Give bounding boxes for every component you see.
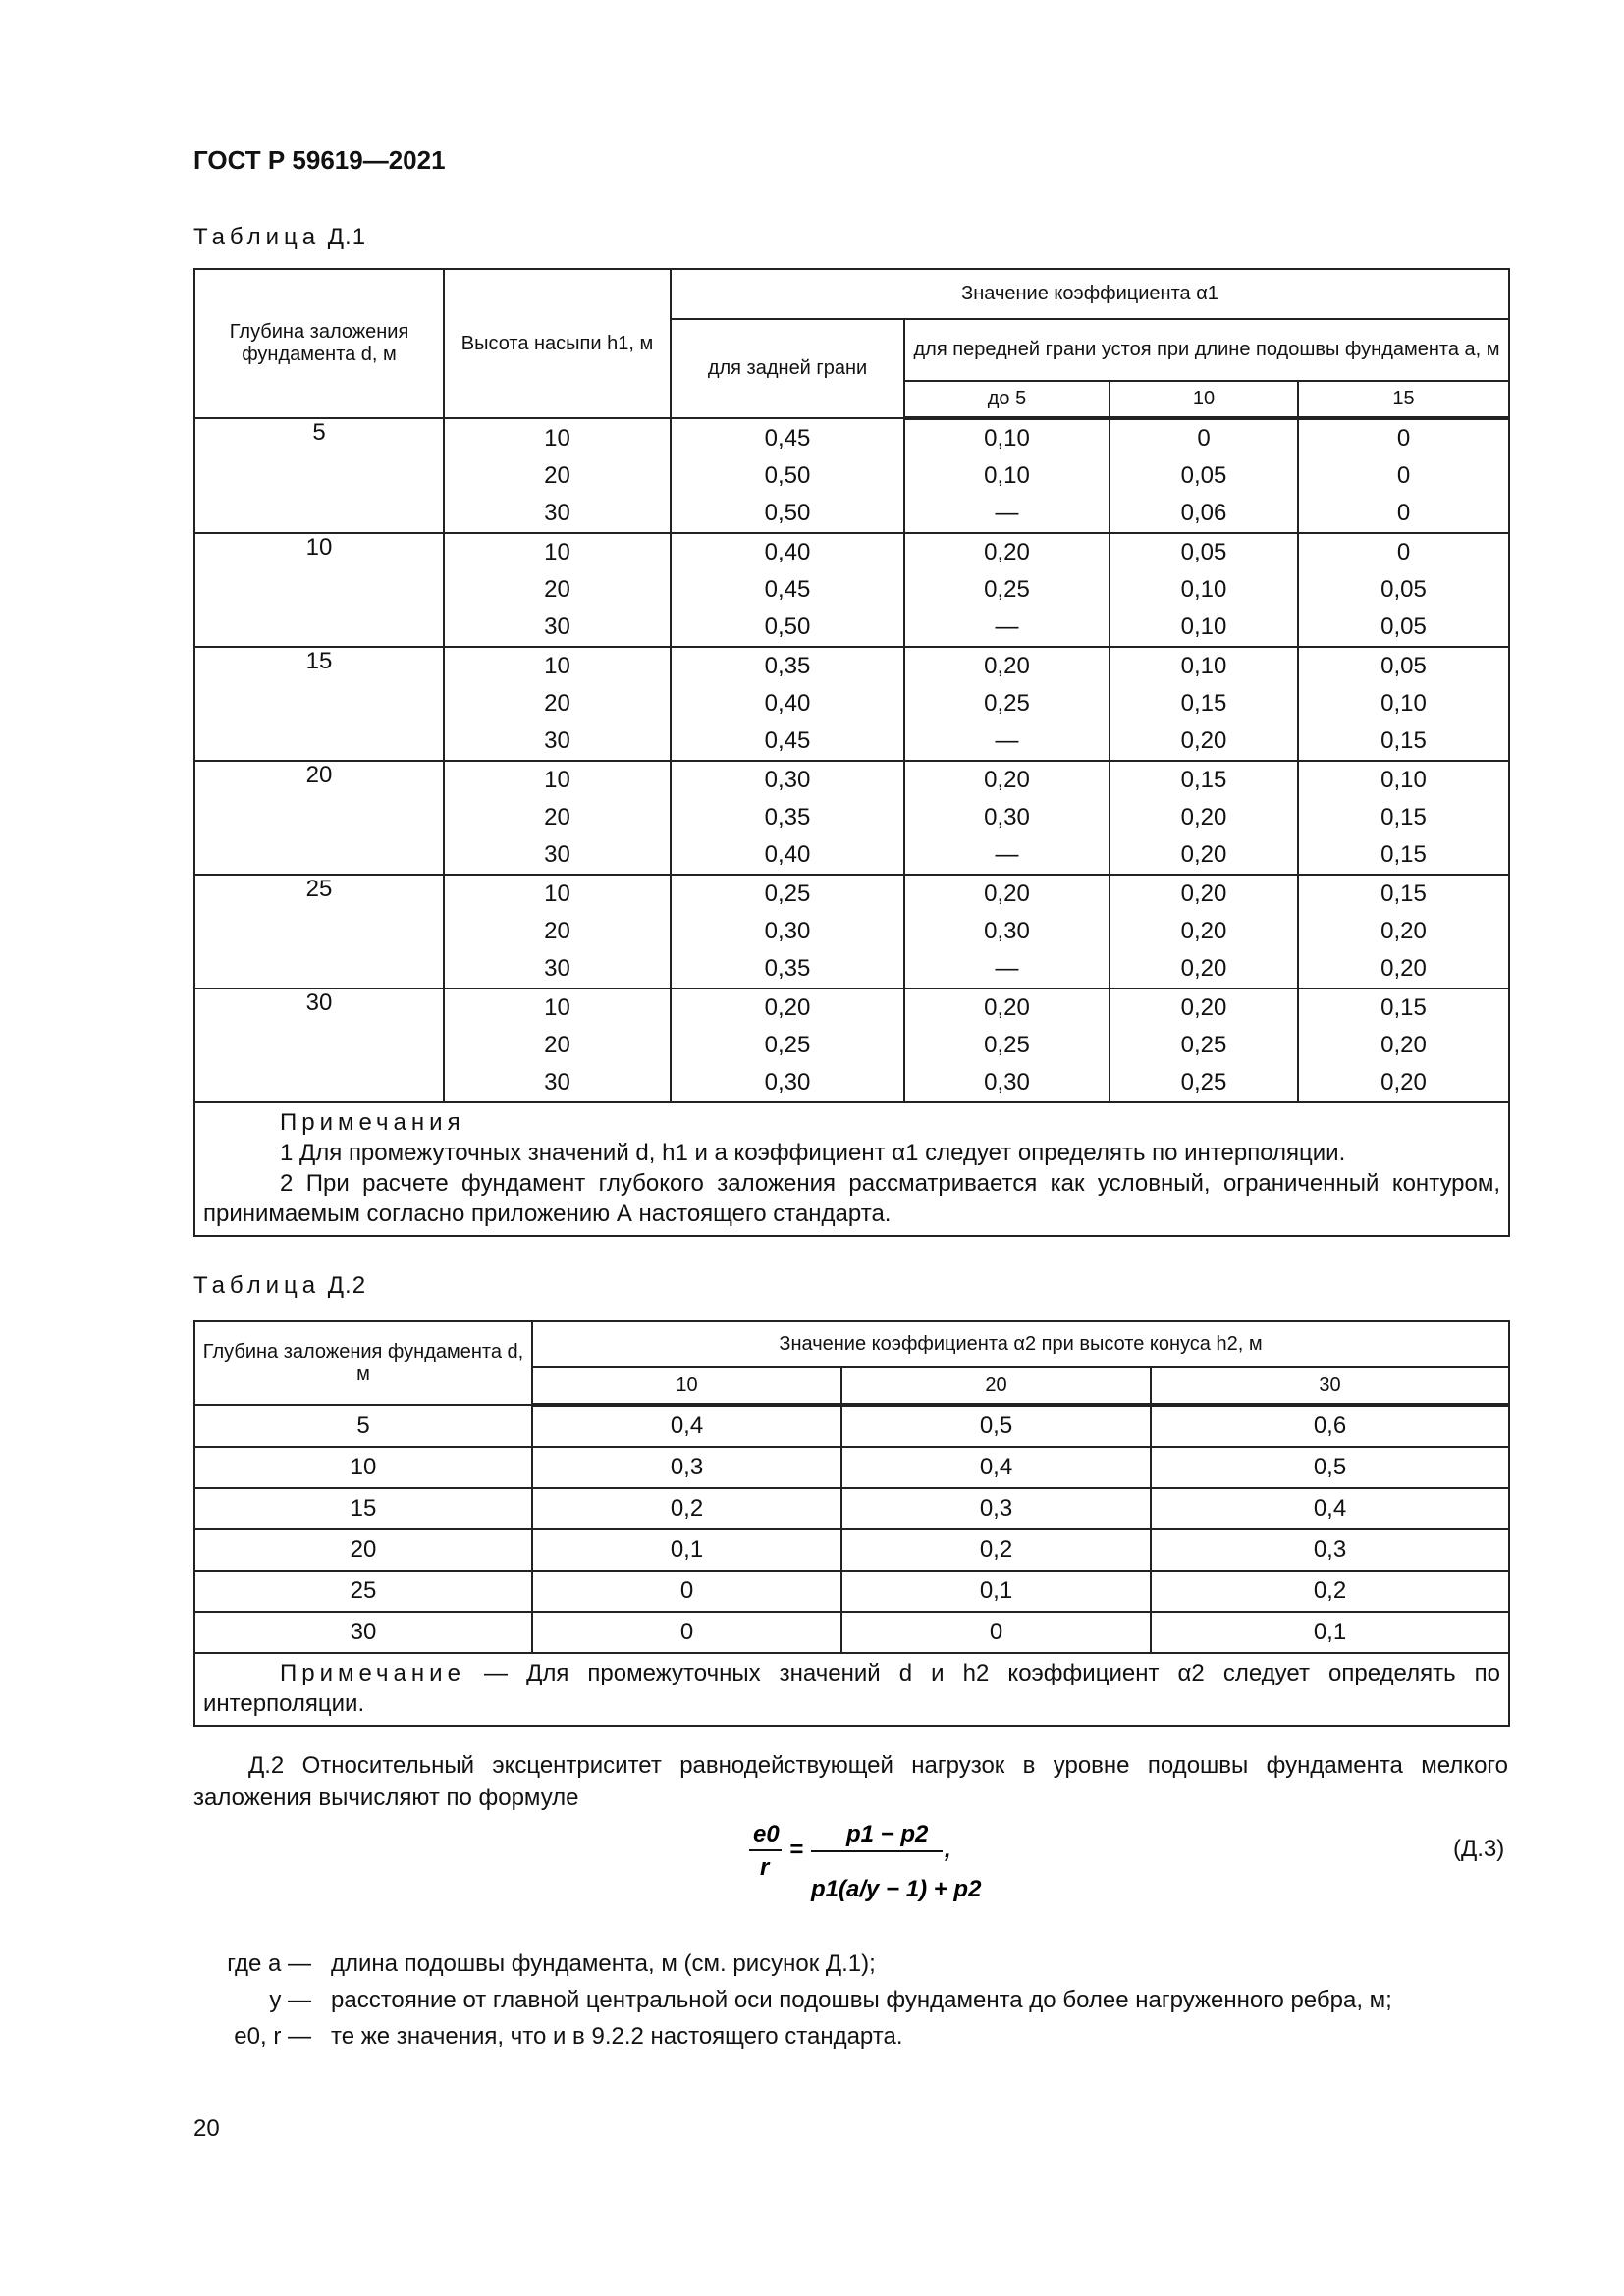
legend-symbol: e0, r — <box>234 2023 311 2050</box>
table-d1-header-a-10: 10 <box>1110 381 1298 418</box>
table-cell-a15: 0 <box>1298 418 1509 457</box>
table-row <box>194 533 1509 571</box>
legend-symbol: y — <box>269 1987 311 2013</box>
table-cell-d: 15 <box>194 1488 532 1529</box>
table-cell-a15: 0,20 <box>1298 950 1509 988</box>
legend-description: расстояние от главной центральной оси подошвы фундамента до более нагруженного ребра, м; <box>331 1987 1392 2013</box>
table-d1-header-a-15: 15 <box>1298 381 1509 418</box>
table-cell-a15: 0 <box>1298 533 1509 571</box>
table-cell-a15: 0,15 <box>1298 722 1509 761</box>
table-cell-a5: 0,30 <box>904 1064 1110 1102</box>
table-d1-caption-word: Таблица <box>193 224 321 250</box>
table-cell-back: 0,25 <box>671 1027 904 1064</box>
table-cell-d: 10 <box>194 1447 532 1488</box>
table-cell-v30: 0,4 <box>1151 1488 1509 1529</box>
table-cell-d: 15 <box>194 647 444 685</box>
table-cell-a5: — <box>904 950 1110 988</box>
table-cell-a10: 0,20 <box>1110 722 1298 761</box>
table-cell-d <box>194 799 444 836</box>
table-d2-header-coefficient: Значение коэффициента α2 при высоте конуса h2, м <box>532 1321 1509 1367</box>
table-cell-v10: 0,1 <box>532 1529 841 1571</box>
table-d2-note-text: — Для промежуточных значений d и h2 коэффициент α2 следует определять по интерполяции. <box>203 1660 1500 1717</box>
table-row <box>194 913 1509 950</box>
table-d2 <box>193 1320 1510 1727</box>
table-cell-back: 0,25 <box>671 875 904 913</box>
table-row <box>194 418 1509 457</box>
table-cell-a15: 0,15 <box>1298 799 1509 836</box>
table-cell-v30: 0,5 <box>1151 1447 1509 1488</box>
table-d1-header-front-face: для передней грани устоя при длине подошвы фундамента a, м <box>904 319 1509 381</box>
table-cell-d <box>194 571 444 609</box>
table-cell-a10: 0,20 <box>1110 836 1298 875</box>
table-cell-a10: 0 <box>1110 418 1298 457</box>
table-cell-d: 20 <box>194 761 444 799</box>
table-row <box>194 988 1509 1027</box>
table-cell-back: 0,30 <box>671 1064 904 1102</box>
formula-lhs-denominator: r <box>760 1854 770 1881</box>
table-cell-h: 20 <box>444 685 671 722</box>
table-d1-notes-title: Примечания <box>280 1109 465 1136</box>
table-cell-a10: 0,25 <box>1110 1064 1298 1102</box>
table-cell-v30: 0,1 <box>1151 1612 1509 1653</box>
formula-rhs-denominator: p1(a/y − 1) + p2 <box>811 1876 982 1902</box>
paragraph-d2 <box>193 1749 1508 1814</box>
table-cell-a10: 0,20 <box>1110 875 1298 913</box>
formula-lhs <box>749 1821 782 1881</box>
table-cell-v20: 0,4 <box>841 1447 1151 1488</box>
table-d1-note-2: 2 При расчете фундамент глубокого заложения рассматривается как условный, ограниченный контуром, принимаемым согласно приложению А настоящего стандарта. <box>203 1170 1501 1227</box>
table-cell-back: 0,35 <box>671 799 904 836</box>
table-cell-v20: 0,5 <box>841 1405 1151 1447</box>
legend-description: те же значения, что и в 9.2.2 настоящего стандарта. <box>331 2023 903 2050</box>
table-d1-header-depth: Глубина заложения фундамента d, м <box>194 269 444 418</box>
table-row <box>194 571 1509 609</box>
table-cell-h: 30 <box>444 950 671 988</box>
table-d1-header-height: Высота насыпи h1, м <box>444 269 671 418</box>
table-cell-v10: 0 <box>532 1612 841 1653</box>
table-row <box>194 836 1509 875</box>
table-cell-a5: 0,25 <box>904 1027 1110 1064</box>
table-cell-h: 30 <box>444 495 671 533</box>
table-cell-d <box>194 1027 444 1064</box>
table-row <box>194 1488 1509 1529</box>
table-d1-notes <box>194 1102 1509 1236</box>
table-cell-back: 0,30 <box>671 761 904 799</box>
table-cell-h: 20 <box>444 799 671 836</box>
table-cell-a5: 0,30 <box>904 799 1110 836</box>
table-cell-d: 5 <box>194 418 444 457</box>
table-d2-caption-number: Д.2 <box>327 1272 367 1299</box>
table-cell-d: 20 <box>194 1529 532 1571</box>
table-cell-a5: 0,10 <box>904 418 1110 457</box>
table-cell-back: 0,40 <box>671 685 904 722</box>
table-cell-back: 0,50 <box>671 495 904 533</box>
table-d1-note-1: 1 Для промежуточных значений d, h1 и a коэффициент α1 следует определять по интерполяции. <box>280 1140 1346 1166</box>
formula-lhs-numerator: e0 <box>753 1821 780 1847</box>
table-d1 <box>193 268 1510 1237</box>
table-row <box>194 950 1509 988</box>
svg-text:=: = <box>789 1837 804 1863</box>
table-cell-a10: 0,20 <box>1110 799 1298 836</box>
table-cell-a10: 0,10 <box>1110 647 1298 685</box>
table-cell-d <box>194 722 444 761</box>
table-d2-header-h-20: 20 <box>841 1367 1151 1405</box>
table-cell-d: 5 <box>194 1405 532 1447</box>
table-cell-d: 25 <box>194 875 444 913</box>
table-cell-back: 0,30 <box>671 913 904 950</box>
table-d1-header-coefficient: Значение коэффициента α1 <box>671 269 1509 319</box>
table-cell-v20: 0,2 <box>841 1529 1151 1571</box>
table-row <box>194 1405 1509 1447</box>
table-d1-body <box>194 418 1509 1102</box>
table-cell-back: 0,20 <box>671 988 904 1027</box>
table-row <box>194 722 1509 761</box>
table-cell-a10: 0,05 <box>1110 457 1298 495</box>
table-d2-caption <box>193 1272 366 1300</box>
table-cell-d <box>194 836 444 875</box>
formula-d3-graphic <box>746 1814 1001 1922</box>
table-cell-v30: 0,3 <box>1151 1529 1509 1571</box>
table-d1-caption <box>193 224 366 251</box>
table-cell-a5: 0,20 <box>904 533 1110 571</box>
table-cell-a15: 0,05 <box>1298 647 1509 685</box>
table-cell-d <box>194 609 444 647</box>
formula-d3-number: (Д.3) <box>1453 1836 1505 1862</box>
table-d2-header-h-10: 10 <box>532 1367 841 1405</box>
table-cell-a10: 0,05 <box>1110 533 1298 571</box>
legend-item-a <box>193 1946 1392 1982</box>
table-cell-a15: 0,05 <box>1298 609 1509 647</box>
table-cell-v20: 0 <box>841 1612 1151 1653</box>
table-cell-v20: 0,1 <box>841 1571 1151 1612</box>
table-cell-a15: 0,15 <box>1298 836 1509 875</box>
table-cell-d <box>194 457 444 495</box>
table-row <box>194 1447 1509 1488</box>
table-cell-a10: 0,10 <box>1110 609 1298 647</box>
legend-item-e0-r <box>193 2018 1392 2055</box>
table-cell-d <box>194 950 444 988</box>
table-cell-a5: — <box>904 722 1110 761</box>
table-cell-h: 10 <box>444 988 671 1027</box>
table-cell-d: 10 <box>194 533 444 571</box>
table-cell-a15: 0,20 <box>1298 913 1509 950</box>
table-cell-d <box>194 1064 444 1102</box>
table-row <box>194 1612 1509 1653</box>
table-cell-a5: 0,25 <box>904 571 1110 609</box>
table-cell-h: 30 <box>444 836 671 875</box>
table-cell-a5: 0,25 <box>904 685 1110 722</box>
table-d2-header-depth: Глубина заложения фундамента d, м <box>194 1321 532 1405</box>
table-cell-back: 0,35 <box>671 647 904 685</box>
table-cell-d <box>194 495 444 533</box>
table-cell-d <box>194 685 444 722</box>
table-d2-note <box>194 1653 1509 1726</box>
table-cell-h: 30 <box>444 722 671 761</box>
table-cell-a15: 0,05 <box>1298 571 1509 609</box>
table-cell-back: 0,35 <box>671 950 904 988</box>
table-cell-a10: 0,06 <box>1110 495 1298 533</box>
table-cell-v10: 0,4 <box>532 1405 841 1447</box>
table-cell-a10: 0,20 <box>1110 950 1298 988</box>
table-cell-v20: 0,3 <box>841 1488 1151 1529</box>
table-cell-h: 10 <box>444 418 671 457</box>
table-cell-a10: 0,10 <box>1110 571 1298 609</box>
table-cell-a15: 0,15 <box>1298 988 1509 1027</box>
table-cell-a15: 0,20 <box>1298 1064 1509 1102</box>
table-row <box>194 1064 1509 1102</box>
table-cell-v10: 0,2 <box>532 1488 841 1529</box>
table-row <box>194 761 1509 799</box>
table-cell-a5: 0,20 <box>904 647 1110 685</box>
table-cell-a10: 0,15 <box>1110 761 1298 799</box>
table-cell-a5: 0,10 <box>904 457 1110 495</box>
table-cell-h: 10 <box>444 761 671 799</box>
table-cell-a15: 0,10 <box>1298 761 1509 799</box>
formula-d3 <box>746 1814 1001 1922</box>
table-row <box>194 609 1509 647</box>
table-row <box>194 1571 1509 1612</box>
svg-text:,: , <box>945 1837 951 1863</box>
table-row <box>194 799 1509 836</box>
table-row <box>194 1529 1509 1571</box>
table-row <box>194 457 1509 495</box>
table-cell-h: 30 <box>444 609 671 647</box>
table-cell-a5: — <box>904 609 1110 647</box>
legend-symbol: где a — <box>227 1950 311 1977</box>
document-header: ГОСТ Р 59619—2021 <box>193 145 446 175</box>
table-cell-a10: 0,15 <box>1110 685 1298 722</box>
table-cell-d: 30 <box>194 988 444 1027</box>
table-cell-v30: 0,6 <box>1151 1405 1509 1447</box>
table-cell-h: 20 <box>444 571 671 609</box>
formula-rhs-numerator: p1 − p2 <box>846 1821 929 1847</box>
table-cell-d <box>194 913 444 950</box>
table-cell-d: 25 <box>194 1571 532 1612</box>
table-cell-a15: 0 <box>1298 457 1509 495</box>
table-cell-back: 0,50 <box>671 457 904 495</box>
table-cell-back: 0,45 <box>671 722 904 761</box>
table-cell-a15: 0,20 <box>1298 1027 1509 1064</box>
table-cell-h: 30 <box>444 1064 671 1102</box>
table-cell-v30: 0,2 <box>1151 1571 1509 1612</box>
legend-description: длина подошвы фундамента, м (см. рисунок Д.1); <box>331 1950 876 1977</box>
table-cell-a5: — <box>904 836 1110 875</box>
table-d2-header-h-30: 30 <box>1151 1367 1509 1405</box>
table-d2-body <box>194 1405 1509 1653</box>
table-cell-a10: 0,20 <box>1110 988 1298 1027</box>
table-cell-a5: 0,30 <box>904 913 1110 950</box>
table-cell-back: 0,45 <box>671 571 904 609</box>
table-cell-h: 20 <box>444 1027 671 1064</box>
table-row <box>194 495 1509 533</box>
table-d1-header-a-5: до 5 <box>904 381 1110 418</box>
table-cell-h: 20 <box>444 457 671 495</box>
table-cell-a5: 0,20 <box>904 875 1110 913</box>
table-cell-a10: 0,25 <box>1110 1027 1298 1064</box>
table-cell-d: 30 <box>194 1612 532 1653</box>
table-cell-back: 0,45 <box>671 418 904 457</box>
table-cell-a15: 0 <box>1298 495 1509 533</box>
table-cell-h: 10 <box>444 875 671 913</box>
formula-rhs <box>810 1821 982 1902</box>
formula-legend <box>193 1946 1392 2055</box>
table-d2-note-title: Примечание <box>280 1660 465 1686</box>
table-row <box>194 647 1509 685</box>
table-cell-a15: 0,15 <box>1298 875 1509 913</box>
table-cell-h: 10 <box>444 533 671 571</box>
table-d2-caption-word: Таблица <box>193 1272 321 1299</box>
table-cell-a5: — <box>904 495 1110 533</box>
table-cell-back: 0,40 <box>671 836 904 875</box>
table-row <box>194 1027 1509 1064</box>
table-d1-header-back-face: для задней грани <box>671 319 904 418</box>
page-number: 20 <box>193 2115 220 2142</box>
table-cell-v10: 0 <box>532 1571 841 1612</box>
table-row <box>194 875 1509 913</box>
table-cell-a10: 0,20 <box>1110 913 1298 950</box>
table-cell-back: 0,50 <box>671 609 904 647</box>
table-cell-a5: 0,20 <box>904 988 1110 1027</box>
table-cell-h: 10 <box>444 647 671 685</box>
table-cell-h: 20 <box>444 913 671 950</box>
legend-item-y <box>193 1982 1392 2018</box>
table-cell-a5: 0,20 <box>904 761 1110 799</box>
paragraph-d2-text: Д.2 Относительный эксцентриситет равнодействующей нагрузок в уровне подошвы фундамента мелкого заложения вычисляют по формуле <box>193 1752 1508 1811</box>
table-d1-caption-number: Д.1 <box>327 224 367 250</box>
table-row <box>194 685 1509 722</box>
table-cell-back: 0,40 <box>671 533 904 571</box>
table-cell-a15: 0,10 <box>1298 685 1509 722</box>
table-cell-v10: 0,3 <box>532 1447 841 1488</box>
